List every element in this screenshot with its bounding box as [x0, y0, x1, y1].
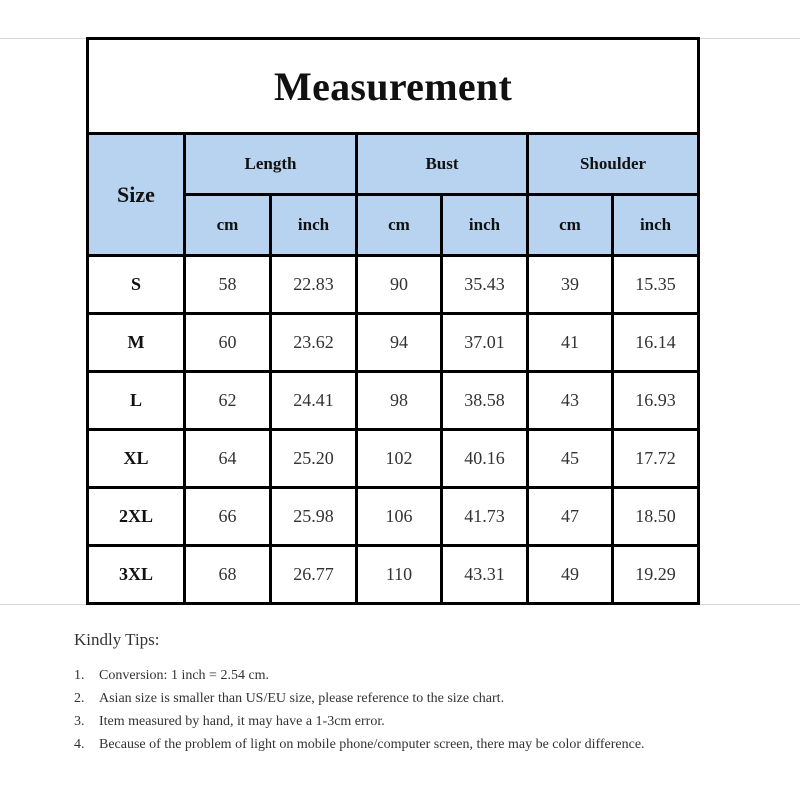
table-cell: 39: [528, 256, 613, 314]
table-cell: 25.98: [271, 488, 357, 546]
table-cell: 15.35: [613, 256, 699, 314]
table-title: Measurement: [88, 39, 699, 134]
table-cell: 110: [357, 546, 442, 604]
table-cell: 22.83: [271, 256, 357, 314]
tip-number: 4.: [74, 737, 85, 752]
tip-item: [74, 664, 774, 687]
table-cell: 43: [528, 372, 613, 430]
table-cell: 26.77: [271, 546, 357, 604]
table-cell: 19.29: [613, 546, 699, 604]
table-cell: 41: [528, 314, 613, 372]
tip-item: [74, 710, 774, 733]
table-cell: 41.73: [442, 488, 528, 546]
table-cell: 64: [185, 430, 271, 488]
table-cell: 47: [528, 488, 613, 546]
table-cell: 94: [357, 314, 442, 372]
size-cell: 2XL: [88, 488, 185, 546]
unit-header: cm: [528, 195, 613, 256]
unit-header: cm: [357, 195, 442, 256]
table-cell: 90: [357, 256, 442, 314]
unit-header: cm: [185, 195, 271, 256]
unit-header: inch: [613, 195, 699, 256]
table-cell: 98: [357, 372, 442, 430]
tip-text: Because of the problem of light on mobile phone/computer screen, there may be color difference.: [99, 737, 645, 752]
table-cell: 37.01: [442, 314, 528, 372]
size-cell: M: [88, 314, 185, 372]
table-cell: 16.93: [613, 372, 699, 430]
table-row: [88, 256, 699, 314]
group-header-length: Length: [185, 134, 357, 195]
tip-text: Item measured by hand, it may have a 1-3cm error.: [99, 714, 385, 729]
table-cell: 23.62: [271, 314, 357, 372]
table-cell: 24.41: [271, 372, 357, 430]
table-cell: 38.58: [442, 372, 528, 430]
tip-text: Asian size is smaller than US/EU size, please reference to the size chart.: [99, 691, 505, 706]
table-cell: 17.72: [613, 430, 699, 488]
table-cell: 25.20: [271, 430, 357, 488]
size-cell: S: [88, 256, 185, 314]
table-cell: 62: [185, 372, 271, 430]
table-cell: 68: [185, 546, 271, 604]
tips-list: [74, 664, 774, 756]
size-cell: XL: [88, 430, 185, 488]
table-cell: 102: [357, 430, 442, 488]
table-cell: 49: [528, 546, 613, 604]
table-cell: 40.16: [442, 430, 528, 488]
tip-text: Conversion: 1 inch = 2.54 cm.: [99, 668, 270, 683]
tip-number: 1.: [74, 668, 85, 683]
size-cell: 3XL: [88, 546, 185, 604]
table-cell: 35.43: [442, 256, 528, 314]
tip-item: [74, 733, 774, 756]
unit-header: inch: [442, 195, 528, 256]
tip-item: [74, 687, 774, 710]
table-cell: 43.31: [442, 546, 528, 604]
kindly-tips: [74, 630, 774, 756]
table-cell: 58: [185, 256, 271, 314]
table-row: [88, 430, 699, 488]
tip-number: 3.: [74, 714, 85, 729]
tip-number: 2.: [74, 691, 85, 706]
table-cell: 66: [185, 488, 271, 546]
tips-title: Kindly Tips:: [74, 630, 160, 649]
size-cell: L: [88, 372, 185, 430]
table-cell: 106: [357, 488, 442, 546]
size-chart-table: [86, 37, 700, 605]
table-cell: 16.14: [613, 314, 699, 372]
table-cell: 45: [528, 430, 613, 488]
size-column-header: Size: [88, 134, 185, 256]
table-cell: 18.50: [613, 488, 699, 546]
group-header-shoulder: Shoulder: [528, 134, 699, 195]
table-row: [88, 314, 699, 372]
table-row: [88, 488, 699, 546]
table-cell: 60: [185, 314, 271, 372]
unit-header: inch: [271, 195, 357, 256]
table-row: [88, 372, 699, 430]
table-row: [88, 546, 699, 604]
group-header-bust: Bust: [357, 134, 528, 195]
